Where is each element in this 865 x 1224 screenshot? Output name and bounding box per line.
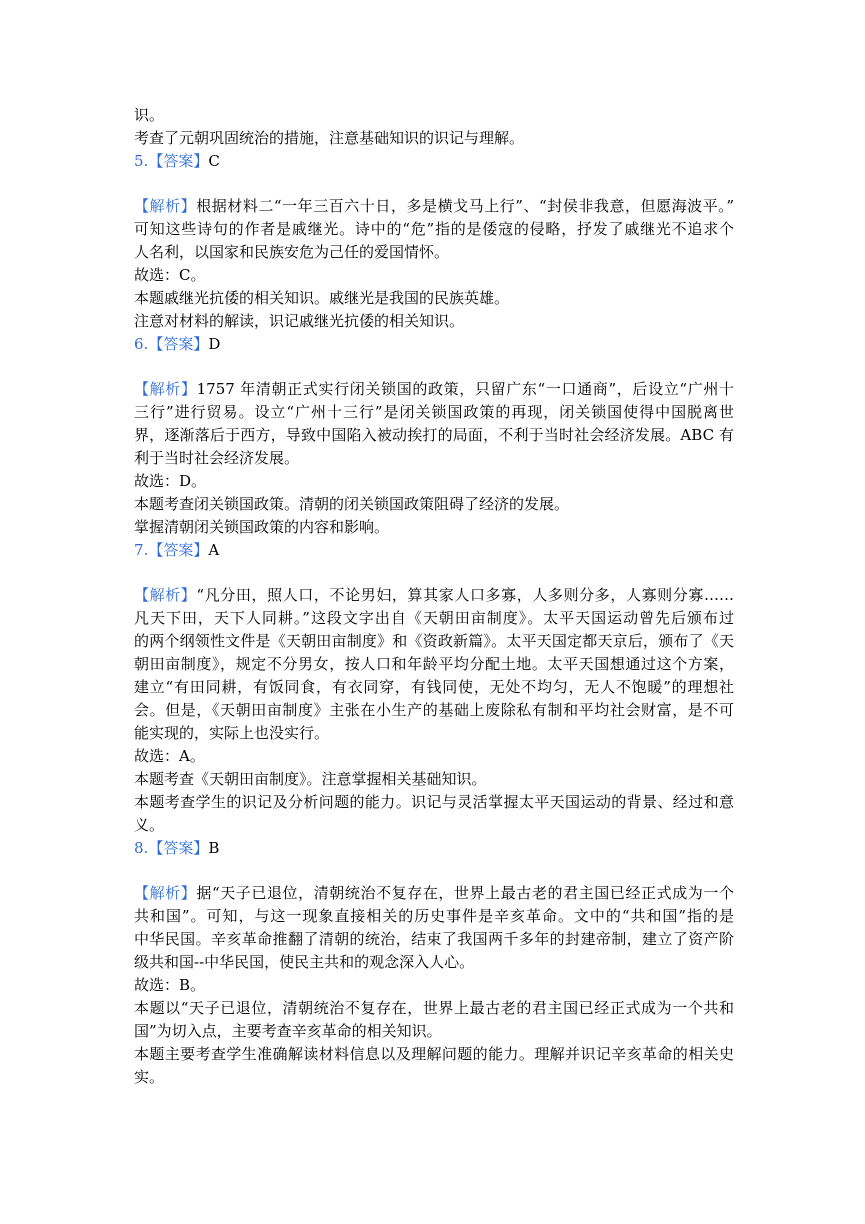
analysis-line: 实。 xyxy=(134,1068,165,1086)
answer-label: 【答案】 xyxy=(148,839,209,857)
answer-heading-6 xyxy=(134,333,734,356)
analysis-line: 本题考查闭关锁国政策。清朝的闭关锁国政策阻碍了经济的发展。 xyxy=(134,495,570,513)
analysis-line: 凡天下田，天下人同耕。”这段文字出自《天朝田亩制度》。太平天国运动曾先后颁布过 xyxy=(134,609,734,627)
answer-heading-5 xyxy=(134,150,734,173)
analysis-label: 【解析】 xyxy=(134,197,197,215)
question-number: 6. xyxy=(134,335,149,353)
analysis-line: 三行”进行贸易。设立“广州十三行”是闭关锁国政策的再现，闭关锁国使得中国脱离世 xyxy=(134,403,734,421)
analysis-line: 界，逐渐落后于西方，导致中国陷入被动挨打的局面，不利于当时社会经济发展。ABC 有 xyxy=(134,426,734,444)
analysis-line: 义。 xyxy=(134,816,165,834)
answer-letter: C xyxy=(208,152,220,170)
analysis-line: 会。但是，《天朝田亩制度》主张在小生产的基础上废除私有制和平均社会财富，是不可 xyxy=(134,701,734,719)
analysis-line: 中华民国。辛亥革命推翻了清朝的统治，结束了我国两千多年的封建帝制，建立了资产阶 xyxy=(134,930,734,948)
analysis-line: 故选：C。 xyxy=(134,266,206,284)
answer-label: 【答案】 xyxy=(148,541,209,559)
analysis-label: 【解析】 xyxy=(134,884,197,902)
analysis-line xyxy=(134,882,734,905)
analysis-line: 本题考查《天朝田亩制度》。注意掌握相关基础知识。 xyxy=(134,770,487,788)
answer-heading-7 xyxy=(134,539,734,562)
text-line: 考查了元朝巩固统治的措施，注意基础知识的识记与理解。 xyxy=(134,129,525,147)
analysis-line: 朝田亩制度》，规定不分男女，按人口和年龄平均分配土地。太平天国想通过这个方案， xyxy=(134,655,734,673)
analysis-line: 人名利，以国家和民族安危为己任的爱国情怀。 xyxy=(134,243,450,261)
answer-label: 【答案】 xyxy=(148,152,209,170)
analysis-text: 根据材料二“一年三百六十日，多是横戈马上行”、“封侯非我意，但愿海波平。” xyxy=(196,197,734,215)
spacer xyxy=(134,860,734,882)
analysis-text: “凡分田，照人口，不论男妇，算其家人口多寡，人多则分多，人寡则分寡…… xyxy=(196,586,734,604)
analysis-line xyxy=(134,378,734,401)
text-line: 识。 xyxy=(134,106,165,124)
spacer xyxy=(134,356,734,378)
analysis-line: 共和国”。可知，与这一现象直接相关的历史事件是辛亥革命。文中的“共和国”指的是 xyxy=(134,907,734,925)
spacer xyxy=(134,173,734,195)
analysis-label: 【解析】 xyxy=(134,380,197,398)
analysis-line: 建立“有田同耕，有饭同食，有衣同穿，有钱同使，无处不均匀，无人不饱暖”的理想社 xyxy=(134,678,734,696)
analysis-line: 级共和国--中华民国，使民主共和的观念深入人心。 xyxy=(134,953,475,971)
analysis-line: 故选：B。 xyxy=(134,976,206,994)
analysis-line: 掌握清朝闭关锁国政策的内容和影响。 xyxy=(134,518,390,536)
analysis-text: 据“天子已退位，清朝统治不复存在，世界上最古老的君主国已经正式成为一个 xyxy=(196,884,734,902)
answer-letter: B xyxy=(208,839,220,857)
analysis-line: 本题戚继光抗倭的相关知识。戚继光是我国的民族英雄。 xyxy=(134,289,510,307)
analysis-line: 故选：A。 xyxy=(134,747,205,765)
answer-heading-8 xyxy=(134,837,734,860)
analysis-line: 国”为切入点，主要考查辛亥革命的相关知识。 xyxy=(134,1022,442,1040)
analysis-line xyxy=(134,584,734,607)
analysis-line: 本题以“天子已退位，清朝统治不复存在，世界上最古老的君主国已经正式成为一个共和 xyxy=(134,999,734,1017)
answer-label: 【答案】 xyxy=(148,335,209,353)
analysis-line: 能实现的，实际上也没实行。 xyxy=(134,724,330,742)
spacer xyxy=(134,562,734,584)
analysis-text: 1757 年清朝正式实行闭关锁国的政策，只留广东“一口通商”，后设立“广州十 xyxy=(196,380,734,398)
analysis-line: 可知这些诗句的作者是戚继光。诗中的“危”指的是倭寇的侵略，抒发了戚继光不追求个 xyxy=(134,220,734,238)
analysis-line: 注意对材料的解读，识记戚继光抗倭的相关知识。 xyxy=(134,312,465,330)
analysis-line: 利于当时社会经济发展。 xyxy=(134,449,300,467)
analysis-line: 本题考查学生的识记及分析问题的能力。识记与灵活掌握太平天国运动的背景、经过和意 xyxy=(134,793,734,811)
analysis-line: 本题主要考查学生准确解读材料信息以及理解问题的能力。理解并识记辛亥革命的相关史 xyxy=(134,1045,734,1063)
question-number: 5. xyxy=(134,152,149,170)
question-number: 8. xyxy=(134,839,149,857)
analysis-line xyxy=(134,195,734,218)
analysis-label: 【解析】 xyxy=(134,586,197,604)
answer-letter: A xyxy=(208,541,220,559)
answer-content xyxy=(134,104,734,1089)
analysis-line: 的两个纲领性文件是《天朝田亩制度》和《资政新篇》。太平天国定都天京后，颁布了《天 xyxy=(134,632,734,650)
question-number: 7. xyxy=(134,541,149,559)
answer-letter: D xyxy=(208,335,221,353)
analysis-line: 故选：D。 xyxy=(134,472,207,490)
